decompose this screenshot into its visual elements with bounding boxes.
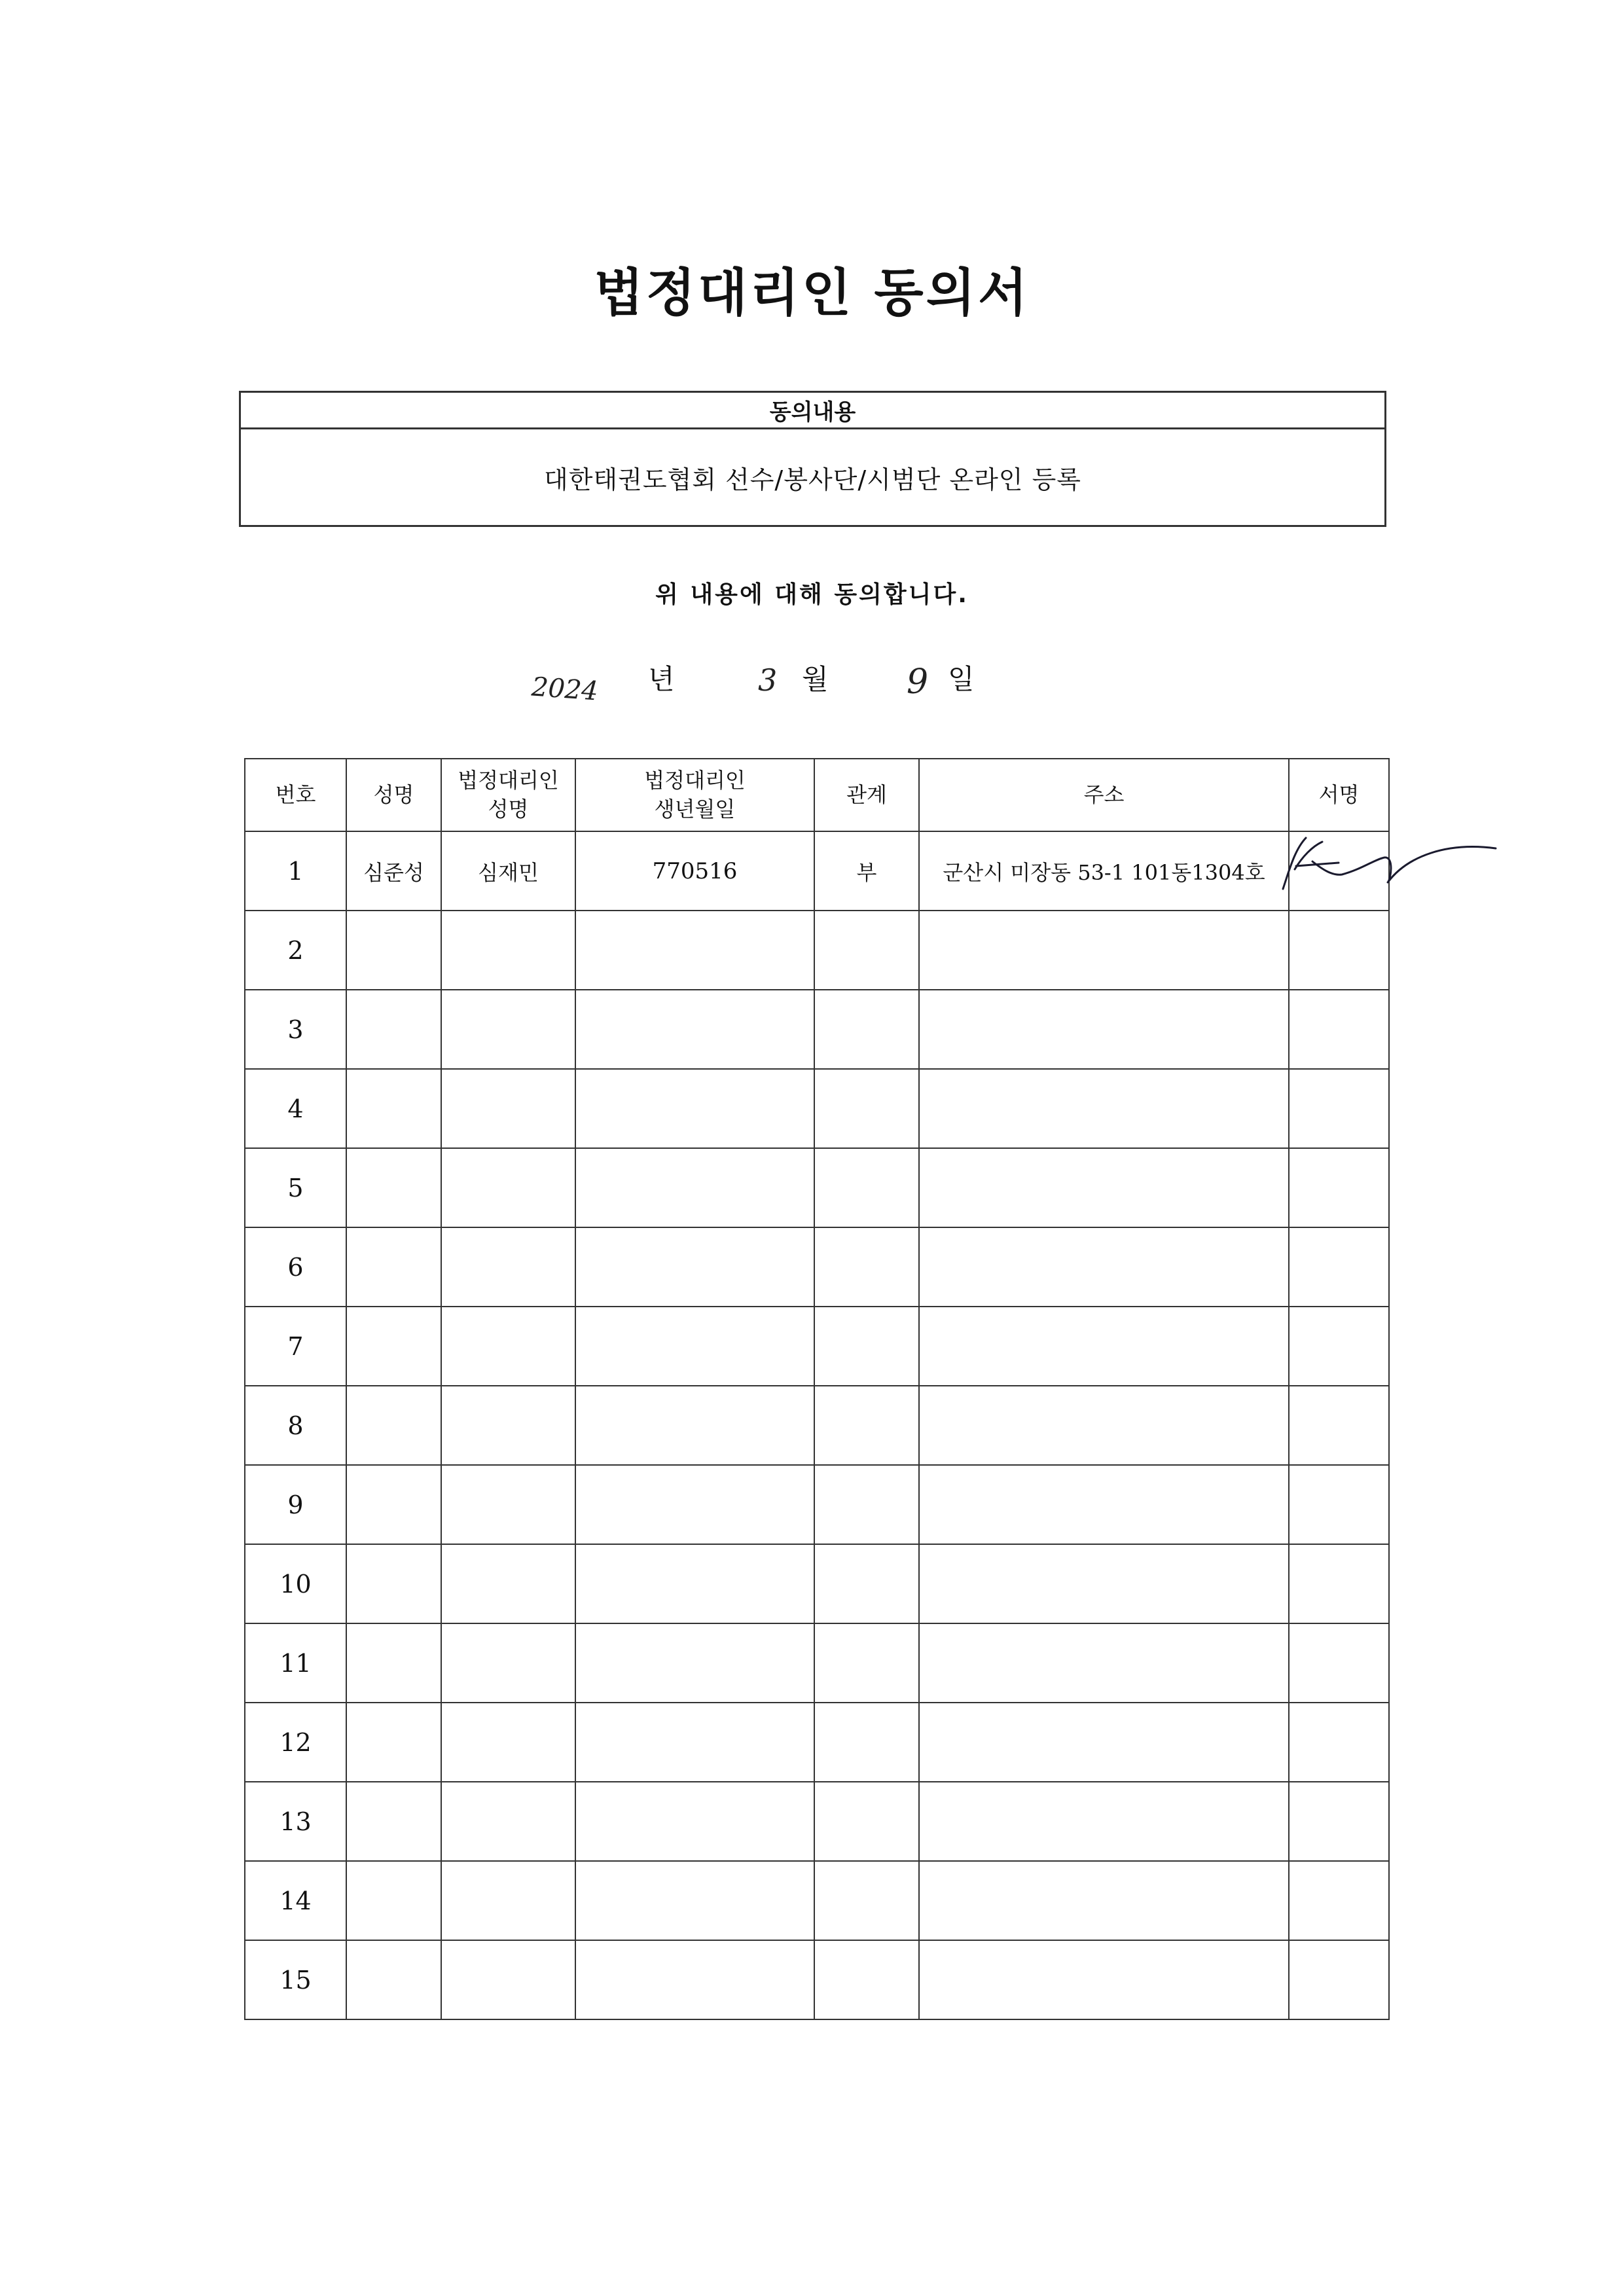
table-row <box>245 1307 1389 1386</box>
table-row <box>245 990 1389 1069</box>
row-number: 5 <box>245 1148 346 1227</box>
row-name: 심준성 <box>346 831 441 911</box>
row-relation: 부 <box>814 831 919 911</box>
header-rep-name: 법정대리인 성명 <box>441 759 575 831</box>
table-row <box>245 1703 1389 1782</box>
row-number: 14 <box>245 1861 346 1940</box>
handwritten-day: 9 <box>907 662 929 702</box>
row-number: 7 <box>245 1307 346 1386</box>
row-address: 군산시 미장동 53-1 101동1304호 <box>919 831 1289 911</box>
handwritten-month: 3 <box>758 662 778 698</box>
header-signature: 서명 <box>1289 759 1389 831</box>
table-row <box>245 1861 1389 1940</box>
row-number: 4 <box>245 1069 346 1148</box>
table-row <box>245 1544 1389 1623</box>
header-name: 성명 <box>346 759 441 831</box>
table-row <box>245 1782 1389 1861</box>
row-number: 11 <box>245 1623 346 1703</box>
guardian-table <box>244 758 1390 2020</box>
table-row <box>245 1465 1389 1544</box>
agreement-statement: 위 내용에 대해 동의합니다. <box>655 581 969 608</box>
row-rep-name: 심재민 <box>441 831 575 911</box>
consent-content-header: 동의내용 <box>241 393 1384 429</box>
year-label: 년 <box>648 663 675 695</box>
table-row <box>245 1386 1389 1465</box>
handwritten-signature <box>1276 830 1499 902</box>
consent-content-body: 대한태권도협회 선수/봉사단/시범단 온라인 등록 <box>543 465 1081 494</box>
handwritten-year: 2024 <box>530 672 600 707</box>
header-relation: 관계 <box>814 759 919 831</box>
row-number: 9 <box>245 1465 346 1544</box>
header-address: 주소 <box>919 759 1289 831</box>
consent-content-box <box>239 391 1386 527</box>
table-row <box>245 831 1389 911</box>
table-row <box>245 1623 1389 1703</box>
document-title: 법정대리인 동의서 <box>594 263 1030 323</box>
table-row <box>245 1148 1389 1227</box>
row-number: 2 <box>245 911 346 990</box>
table-row <box>245 1227 1389 1307</box>
month-label: 월 <box>802 663 829 695</box>
table-row <box>245 911 1389 990</box>
header-number: 번호 <box>245 759 346 831</box>
row-number: 13 <box>245 1782 346 1861</box>
row-birth: 770516 <box>575 831 814 911</box>
row-number: 1 <box>245 831 346 911</box>
table-row <box>245 1069 1389 1148</box>
header-rep-birth: 법정대리인 생년월일 <box>575 759 814 831</box>
row-number: 10 <box>245 1544 346 1623</box>
table-header-row <box>245 759 1389 831</box>
row-number: 3 <box>245 990 346 1069</box>
row-number: 15 <box>245 1940 346 2019</box>
day-label: 일 <box>948 663 975 695</box>
row-number: 12 <box>245 1703 346 1782</box>
table-row <box>245 1940 1389 2019</box>
row-number: 8 <box>245 1386 346 1465</box>
row-number: 6 <box>245 1227 346 1307</box>
